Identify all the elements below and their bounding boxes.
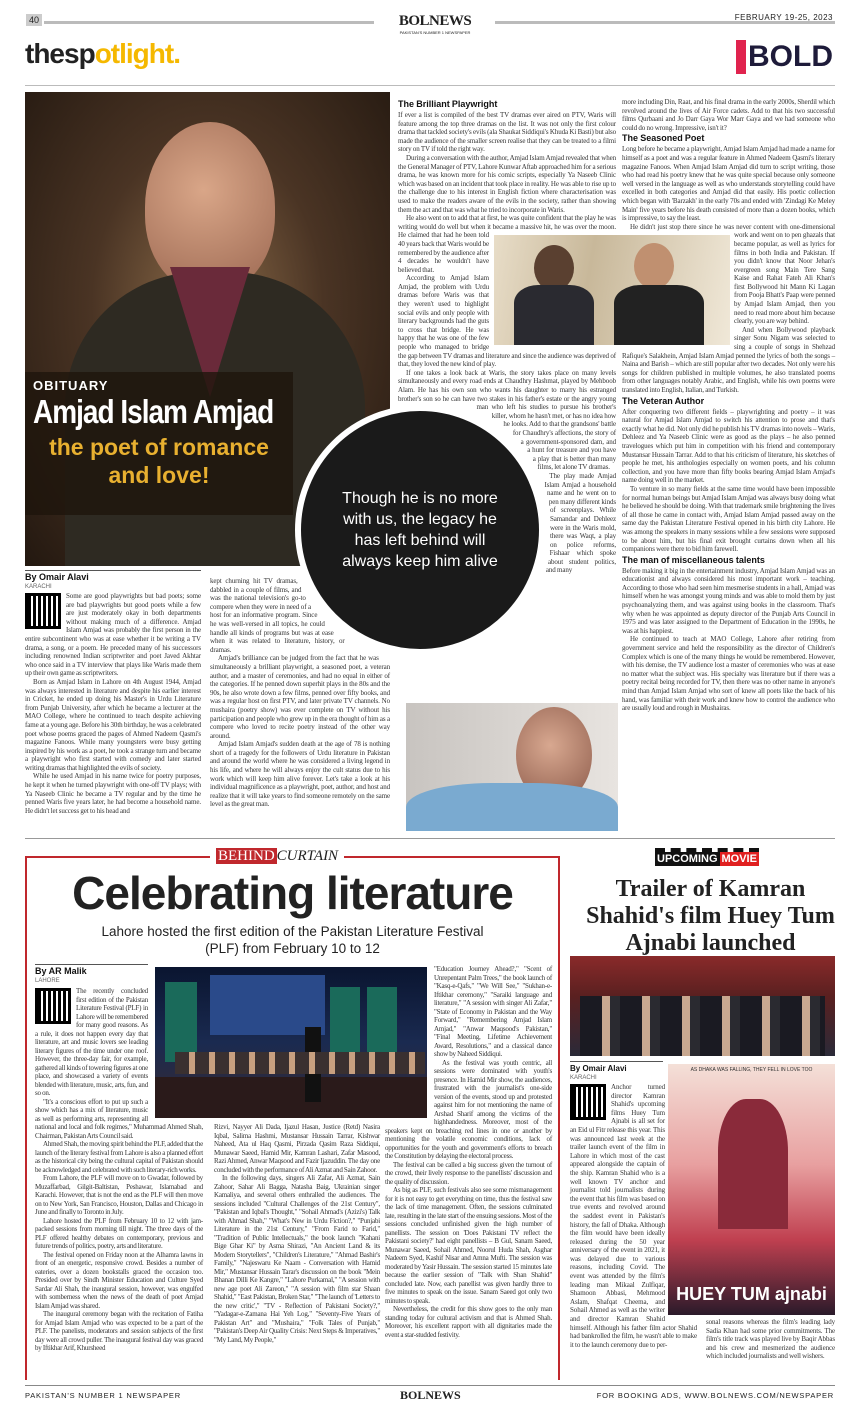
section-logo-part1: thesp — [25, 38, 95, 69]
masthead-tagline: PAKISTAN'S NUMBER 1 NEWSPAPER — [399, 30, 471, 35]
obituary-column-1: Some are good playwrights but bad poets; some are bad playwrights but good poets while a few are just moderately okay in both departments without making much of a difference. Amjad Islam Amjad was probably the first person in the entire subcontinent who was at ease whether it be writing a TV drama, a song, or a poem. He preceded many of his successors including renowned Indian scriptwriter and poet Javed Akhtar who once said in a TV interview that plays like Waris made them up their own game as scriptwriters. Born as Amjad Islam in Lahore on 4th August 1944, Amjad was always interested in literature and despite his earlier interest in Cricket, he ended up doing his Master's in Urdu Literature from Punjab University, after which he became a lecturer at the MAO College, where he continued to teach despite achieving fame at a young age. Before his 30th birthday, he was a celebrated poet whose poems graced the pages of Ahmed Nadeem Qasmi's magazine Fanoos. While many youngsters were busy getting inspired by his work as a poet, he took a strange turn and became a playwright who first started with comedy and later started writing dramas that highlighted the evils of society. While he used Amjad in his name twice for poetry purposes, he kept it when he turned playwright with one-off TV plays; with Ya Naseeb Clinic he became a TV regular and by the time he penned Waris five years later, he had become a household name. He didn't let success get to his head and — [25, 592, 201, 815]
movie-column-1: Anchor turned director Kamran Shahid's upcoming films Huey Tum Ajnabi is all set for an Eid ul Fitr release this year. This was announced last week at the trailer launch event of the film in Lahore in which most of the cast appeared alongside the captain of the ship. Kamran Shahid who is a well known TV anchor and journalist told journalists during the event that his film was based on true events and revolved around the saddest event in Pakistan's history, the fall of Dhaka. Although the film would have been ideally released during the 50 year anniversary of the event in 2021, it was delayed due to various reasons, including Covid. The event was attended by the film's leading man Mikaal Zulfiqar, Shamoon Abbasi, Mehmood Aslam, Shafqat Cheema, and Sohail Ahmed as well as the writer and director Kamran Shahid himself. Although his father film actor Shahid had bankrolled the film, he wasn't able to make it to the launch ceremony due to per- — [570, 1083, 697, 1349]
footer-ads-link[interactable]: FOR BOOKING ADS, WWW.BOLNEWS.COM/NEWSPAPER — [596, 1391, 834, 1400]
festival-column-3: "Education Journey Ahead?," "Scent of Unrepentant Palm Trees," the book launch of "Kasq-e-Qafs," "We Will See," "Sukhan-e-Iftikhar ceremony," "Saraiki language and literature," "A session with singer Ali Zafar," "State of Economy in Pakistan and the Way Forward," "Remembering Amjad Islam Amjad," "Anwar Maqsood's Pakistan," "Final Meeting, Lifetime Achievement Award, Resolutions," and a classical dance show by Naheed Siddiqui. As the festival was youth centric, all sessions were dominated with youth's presence. In Hamid Mir show, the audiences, frustrated with the journalist's one-side version of the events, stood up and protested against him for not mentioning the name of Arshad Sharif among the victims of the highhandedness. Moreover, most of the speakers kept on breaching red lines in one or another by mentioning the volatile economic conditions, lack of opportunities for the youth and government's efforts to breach the Constitution by delaying the electoral process. The festival can be called a big success given the turnout of the crowd, their lively response to the panellists' discussion and the quality of discussion. As big as PLF, such festivals also see some mismanagement for it is not easy to get everything on time, thus the festival saw the lack of time management. Often, the sessions culminated late, resulting in the late start of the ensuing sessions. Most of the sessions concluded unfinished given the high number of panellists. The session on 'Does Pakistani TV reflect the Pakistani society?' had eight panellists – B Gul, Sanam Saeed, Munawar Saeed, Sohail Ahmed, Noorul Huda Shah, Asghar Nadeem Syed, Kashif Nisar and Amna Mufti. The session was moderated by Yasir Hussain. The session started 15 minutes late because the earlier session of "Talk with Shan Shahid" concluded late. Now, each panellist was given hardly three to five minutes to speak on the issue. Sanam Saeed got only two minutes to speak. Nevertheless, the credit for this show goes to the only man standing today for cultural activism and that is Ahmed Shah. Moreover, his excellent rapport with all dignitaries made the event a star-studded festivity. — [385, 965, 552, 1339]
header-divider — [25, 85, 835, 86]
obituary-column-3: The Brilliant Playwright If ever a list is compiled of the best TV dramas ever aired on PTV, Waris will feature among the top three dramas on the list. It was not only the first colour drama that tackled society's evils (ala Shaukat Siddiqui's Khuda Ki Basti) but also made the audience of the smaller screen realise that they can be treated to a filmi story on TV if told the right way. During a conversation with the author, Amjad Islam Amjad revealed that when the General Manager of PTV, Lahore Kunwar Aftab approached him for a serious drama, he was known more for his comic scripts, especially Ya Naseeb Clinic which was based on an incident that took place in reality. He was able to rise up to the challenge due to his interest in English fiction where characterisation was used to make the readers aware of the evils in the society, rather than showing them the act and that was what he tried to incorporate in Waris. He also went on to add that at first, he was quite confident that the play he was writing would do well but when it became a massive hit, he was over the moon. He claimed that had he been told 40 years back that Waris would be remembered by the audience after 4 decades he wouldn't have believed that. According to Amjad Islam Amjad, the problem with Urdu dramas before Waris was that they weren't used to highlight social evils and only people with literary backgrounds had the guts to cross that bridge. He was happy that he was one of the few people who managed to bridge the gap between TV dramas and literature and since the audience was deprived of that, they loved the new kind of play. If one takes a look back at Waris, the story takes place on many levels simultaneously and every road ends at Chaudhry Hashmat, played by Mehboob Alam. He has his own son who wants his daughter to marry his estranged brother's son so he can have two stakes in his father's estate or the angry young man who left his studies to pursue his brother's killer, whom he hasn't met, or has no idea how he looks. Add to that the grandsons' battle for Chaudhry's affections, the story of a government-sponsored dam, and a hunt for treasure and you have a play that is better than many films, let alone TV dramas. The play made Amjad Islam Amjad a household name and he went on to pen many different kinds of screenplays. While Samandar and Dehleez were in the Waris mold, there was Waqt, a play on police reforms, Fishaar which spoke about student politics, and many — [398, 98, 616, 661]
poster-tagline: AS DHAKA WAS FALLING, THEY FELL IN LOVE TOO — [690, 1067, 813, 1073]
masthead-logo: BOLNEWS — [398, 13, 472, 29]
huey-tum-ajnabi-poster — [668, 1064, 835, 1315]
pull-quote-text: Though he is no more with us, the legacy he has left behind will always keep him alive — [342, 490, 498, 570]
movie-byline: By Omair Alavi — [570, 1064, 627, 1073]
behind-curtain-kicker: BEHIND CURTAIN — [210, 848, 344, 865]
trailer-launch-photo — [570, 956, 835, 1056]
section-heading-talents: The man of miscellaneous talents — [622, 554, 765, 565]
obituary-byline: By Omair Alavi — [25, 572, 89, 582]
section-heading-author: The Veteran Author — [622, 395, 705, 406]
portrait-head — [145, 122, 275, 292]
upcoming-movie-kicker: UPCOMING MOVIE — [655, 848, 759, 866]
footer-tagline: PAKISTAN'S NUMBER 1 NEWSPAPER — [25, 1391, 181, 1400]
qr-code-icon[interactable] — [35, 988, 71, 1024]
festival-subtitle: Lahore hosted the first edition of the Pakistan Literature Festival (PLF) from February 10 to 12 — [101, 924, 484, 956]
pull-quote — [295, 405, 545, 655]
section-logo-part2: tlight. — [110, 38, 180, 69]
obituary-kicker: OBITUARY — [33, 378, 109, 393]
poster-title: HUEY TUM ajnabi — [676, 1284, 827, 1304]
festival-title: Celebrating literature — [72, 867, 513, 919]
obituary-subtitle: the poet of romance and love! — [49, 434, 269, 488]
bold-brand-logo: BOLD — [736, 40, 833, 74]
footer-rule — [25, 1385, 835, 1386]
obituary-title: Amjad Islam Amjad — [33, 393, 274, 431]
obituary-title-block — [25, 372, 293, 515]
section-logo — [25, 38, 180, 70]
header-rule-left — [44, 21, 374, 24]
qr-code-icon[interactable] — [570, 1084, 606, 1120]
issue-date: FEBRUARY 19-25, 2023 — [734, 13, 833, 22]
obituary-dateline: KARACHI — [25, 584, 52, 590]
festival-byline: By AR Malik — [35, 966, 87, 976]
obituary-column-2: kept churning hit TV dramas, dabbled in a couple of films, and was the national television's go-to compere when they were in need of a host for an informative program. Since he was well-versed in all topics, he could handle all kinds of programs but was at ease when it was related to literature, history, or dramas. Amjad's brilliance can be judged from the fact that he was simultaneously a brilliant playwright, a seasoned poet, a veteran author, and a master of ceremonies, and had no equal in either of the categories. If he penned down superhit plays in the 80s and the 90s, he also wrote down a few films, penned over fifty books, and was a regular host on first PTV, and later private TV channels. No mushaira (poetry show) was ever complete on TV without his participation and people who grew up in the era thought of him as a compere who loved to recite poetry instead of the other way around. Amjad Islam Amjad's sudden death at the age of 78 is nothing short of a tragedy for the followers of Urdu literature in Pakistan and around the world where he was considered a living legend in his life, and where he will always enjoy the cult status due to his work which will keep him alive forever. Let's take a look at his individual magnificence as a playwright, poet, author, and host and realize that it will take years to find someone remotely on the same level as the great man. — [210, 577, 390, 809]
festival-column-2: Rizvi, Nayyer Ali Dada, Ijazul Hasan, Justice (Retd) Nasira Iqbal, Salima Hashmi, Mustansar Hussain Tarrar, Kishwar Naheed, Ata ul Haq Qasmi, Pirzada Qasim Raza Siddiqui, Munawar Saeed, Hamid Mir, Kamran Lashari, Zafar Masood, Razi Ahmed, Anwar Maqsood and Fazir Ijazuddin. The day one concluded with the performance of Ali Azmat and Sain Zahoor. In the following days, singers Ali Zafar, Ali Azmat, Sain Zahoor, Sahar Ali Bagga, Natasha Baig, Ukrainian singer Kamaliya, and several others enthralled the audiences. The sessions included "Cultural Challenges of the 21st Century", "Pakistan and Iqbal's Thought," "Sohail Ahmad's (Azizi's) Talk with Ahmad Shah," "What's New in Urdu Fiction?," "Punjabi Literature in the 21st Century," "From Farid to Farid," "Tradition of Public Intellectuals," the book launch "Kahani Bige Ghar Ki" by Asma Shirazi, "An Ancient Land & its Modern Storytellers", "Children's Literature," "Ahmad Bashir's Family," "Najeswaru Ke Naam - Conversation with Hamid Mir," Mustansar Hussain Tarar's discussion on the book "Mein Bhanan Dilli Ke Kangre," "Lahore Purkamal," "A session with new age poet Ali Zareon," "A session with film star Shaan Shahid," "East Pakistan, Broken Star," "The launch of 'Letters to the new critic'," "TV - Reflection of Pakistani Society?," "Yadagar-e-Zamana Hai Yeh Log," "Seventy-Five Years of Pakistan Art" and "Mushaira," "Folk Tales of Punjab," "Pakistan's Deep Air Quality Crisis: Next Steps & Imperatives," "My Land, My People," — [214, 1123, 380, 1344]
footer-logo: BOLNEWS — [400, 1388, 461, 1402]
masthead — [385, 13, 485, 35]
movie-dateline: KARACHI — [570, 1075, 597, 1081]
photo-wrap — [622, 235, 734, 349]
section-heading-playwright: The Brilliant Playwright — [398, 99, 498, 109]
amjad-portrait-photo — [406, 703, 618, 831]
page-number: 40 — [26, 14, 42, 26]
festival-column-1: The recently concluded first edition of the Pakistan Literature Festival (PLF) in Lahore will be remembered for many good reasons. As a rule, it does not happen every day that literature, art and music lovers see leading literary figures of the time under one roof. However, the three-day fair, for example, gathered all kinds of towering figures at one place, and showcased a variety of events blended with literature, music, arts, fun, and so on. "It's a conscious effort to put up such a show which has a mix of literature, music as well as performing arts, representing all national and local and folk regimes," Muhammad Ahmed Shah, Chairman, Pakistan Arts Council said. Ahmed Shah, the moving spirit behind the PLF, added that the launch of the literary festival from Lahore is also a planned effort as the historical city being the cultural capital of Pakistan should be acknowledged and celebrated with such literary-rich works. From Lahore, the PLF will move on to Gwadar, followed by Muzaffarbad, Gilgit-Baltistan, Peshawar, Islamabad and Karachi. However, that is not the end as the PLF will then move on to New York, San Francisco, Houston, Dallas and Chicago in June and finally to Toronto in July. Lahore hosted the PLF from February 10 to 12 with jam-packed sessions from morning till night. The three days of the PLF offered healthy debates on contemporary, previous and future trends of politics, poetry, arts and literature. The festival opened on Friday noon at the Alhamra lawns in front of an energetic, responsive crowd. Besides a number of eateries, over a dozen bookstalls graced the occasion too. Presided over by Sindh Minister Education and Culture Syed Sardar Ali Shah, the inaugural session, however, was engulfed with somberness when the news of the death of poet Amjad Islam Amjad was shared. The inaugural ceremony began with the recitation of Fatiha for Amjad Islam Amjad who was expected to be a part of the PLF. The panelists, moderators and session subjects of the first day were all crowd puller. The inaugural festival day was graced by Iftikhar Arif, Khursheed — [35, 987, 203, 1352]
movie-title: Trailer of Kamran Shahid's film Huey Tum Ajnabi launched — [586, 876, 835, 956]
section-heading-poet: The Seasoned Poet — [622, 133, 705, 144]
qr-code-icon[interactable] — [25, 593, 61, 629]
movie-column-2: sonal reasons whereas the film's leading lady Sadia Khan had some prior commitments. The film's title track was played live by Baqir Abbas and his crew and mesmerized the audience which included journalists and well wishers. — [706, 1318, 835, 1361]
section-divider — [25, 838, 835, 839]
photo-wrap — [385, 965, 434, 1122]
festival-dateline: LAHORE — [35, 978, 60, 984]
spotlight-icon: o — [94, 38, 111, 69]
obituary-column-4: more including Din, Raat, and his final drama in the early 2000s, Sherdil which revolved around the lives of Air Force cadets. Add to that his two successful films Qurbaani and Jo Darr Gaya Wor Marr Gaya and we had someone who could do no wrong. Impressive, isn't it? The Seasoned Poet Long before he became a playwright, Amjad Islam Amjad had made a name for himself as a poet and was a regular feature in Ahmed Nadeem Qasmi's literary magazine Fanoos. When Amjad Islam Amjad did turn to script writing, those who had read his poetry knew that he was quite special because only someone well versed in the language as well as who understands storytelling could have excelled in both categories and Amjad did that easily. His poetic collection which began with 'Barzakh' in the early 70s and ended with 'Zindagi Ke Meley Main' five years before his death consisted of more than a dozen books, which is impressive, to say the least. He didn't just stop there since he was never content with one-dimensional work and went on to pen ghazals that became popular, as well as lyrics for films in both India and Pakistan. If you didn't know that Noor Jehan's evergreen song Main Tere Sang Kaise and Rahat Fateh Ali Khan's first Bollywood hit Mann Ki Lagan from Pooja Bhatt's Paap were penned by Amjad Islam Amjad, then you need to read more about him because clearly, you are way behind. And when Bollywood playback singer Sonu Nigam was selected to sing a couple of songs in Shehzad Rafique's Salakhein, Amjad Islam Amjad penned the lyrics of both the songs – Naina and Barish – which are still popular after two decades. Not only were his songs for children published in multiple volumes, he also translated poems from other languages notably Arabic, and English, while his own poems were translated into English, Italian, and Turkish. The Veteran Author After conquering two different fields – playwrighting and poetry – it was natural for Amjad Islam Amjad to switch his attention to prose and that's exactly what he did. Not only did he publish his TV dramas into novels – Waris, Dehleez and Ya Naseeb Clinic were as good as the plays – he also penned travelogues which put him in competition with his friend and contemporary Mustansar Hussain Tarrar. Add to that his criticism of literature, his sketches of people he met, his anthologies especially on women poets, and his column collection, and you have more than fifty books bearing Amjad Islam Amjad's name doing well in the market. To venture in so many fields at the same time would have been impossible for normal human beings but Amjad Islam Amjad was always busy doing what he believed he should be doing. With that trademark smile brightening the lives of all those he came in contact with, Amjad Islam Amjad passed away on the same day the Pakistan Literature Festival opened in his birth city Lahore. He was among the speakers in many sessions while a few sessions were supposed to be about him, but his final exit brought curtains down when all his companions were there to bid him farewell. The man of miscellaneous talents Before making it big in the entertainment industry, Amjad Islam Amjad was an educationist and always considered his most important work – teaching. According to those who had seen him mesmerise students in a hall, Amjad was himself when he was amongst young minds and was able to mold them by just psychoanalyzing them, and was against using books in the classroom. That's why when he was appointed as deputy director of the Punjab Arts Council in 1975 and was later assigned to the Department of Education in the 1990s, he was at his happiest. He continued to teach at MAO College, Lahore after retiring from government service and held the responsibility as the director of Children's Complex which is one of the many things he would be remembered. However, with his demise, the TV audience lost a master of ceremonies who was at ease no matter what the subject was. His specialty was literature but if there was a poetry recital being recorded for TV, then there was no other name in anyone's mind than Amjad Islam Amjad who sort of knew all poets like the back of his hand, was familiar with their work and knew how to control the audience who are usually loud and rough in Mushairas. — [622, 98, 835, 713]
